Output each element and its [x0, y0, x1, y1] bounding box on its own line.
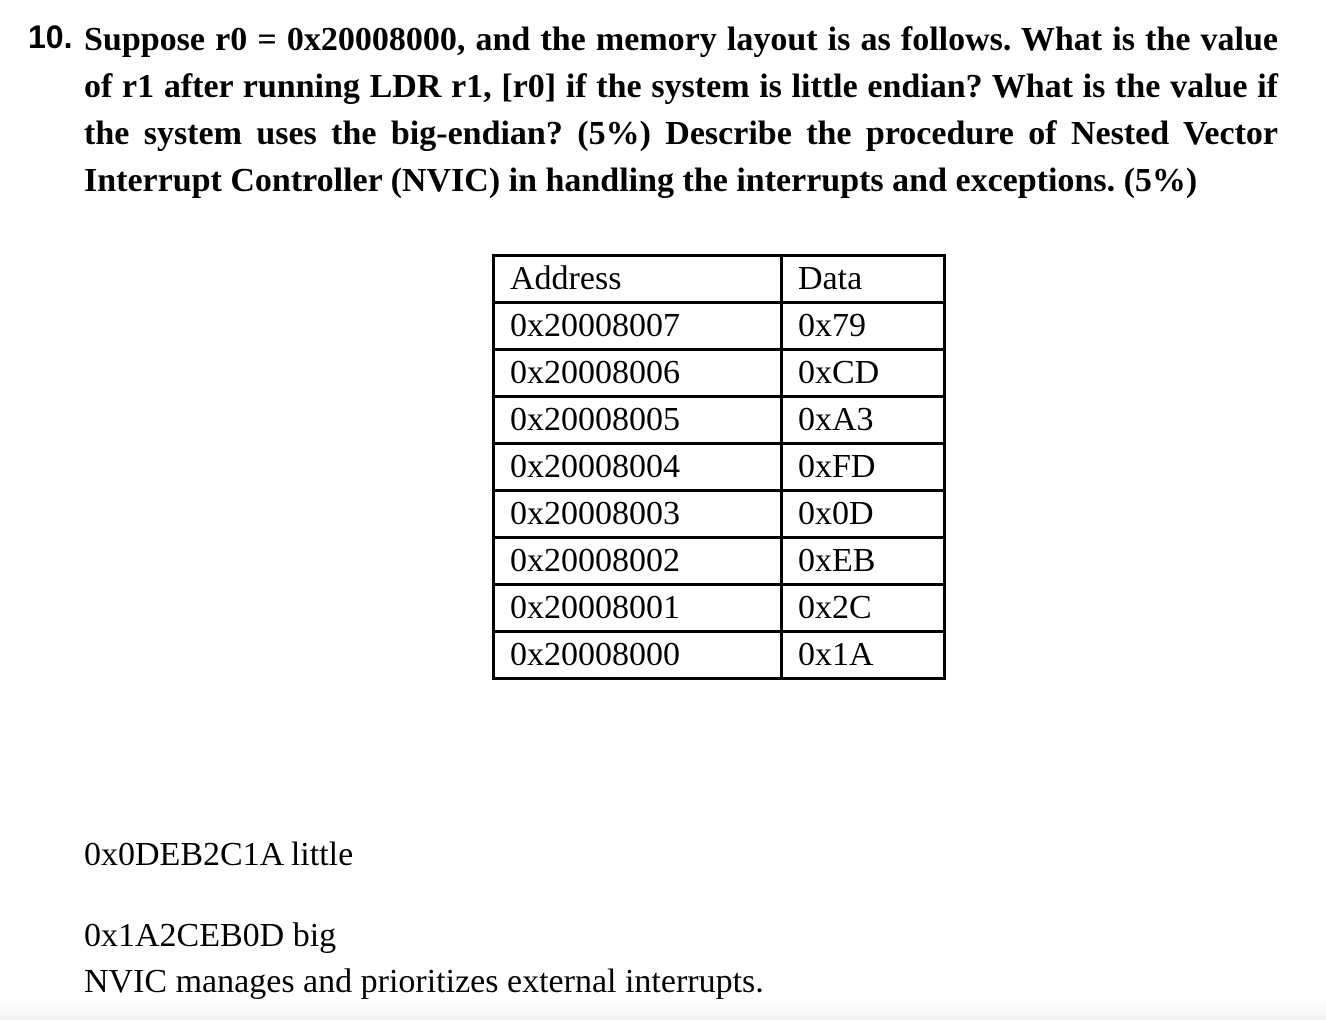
table-row [494, 303, 945, 350]
address-cell: 0x20008001 [494, 585, 782, 632]
table-row [494, 350, 945, 397]
table-row [494, 585, 945, 632]
nvic-answer: NVIC manages and prioritizes external interrupts. [84, 963, 764, 1000]
table-row [494, 444, 945, 491]
data-column-header: Data [782, 256, 945, 303]
data-cell: 0x1A [782, 632, 945, 679]
address-cell: 0x20008006 [494, 350, 782, 397]
address-cell: 0x20008003 [494, 491, 782, 538]
data-cell: 0x2C [782, 585, 945, 632]
table-row [494, 397, 945, 444]
little-endian-answer: 0x0DEB2C1A little [84, 836, 354, 873]
table-row [494, 632, 945, 679]
address-cell: 0x20008004 [494, 444, 782, 491]
bottom-shadow [0, 1000, 1326, 1020]
question-block [28, 16, 1278, 204]
table-header-row [494, 256, 945, 303]
address-cell: 0x20008007 [494, 303, 782, 350]
address-cell: 0x20008005 [494, 397, 782, 444]
memory-layout-table [492, 254, 946, 680]
data-cell: 0x0D [782, 491, 945, 538]
address-column-header: Address [494, 256, 782, 303]
data-cell: 0xEB [782, 538, 945, 585]
question-text: Suppose r0 = 0x20008000, and the memory layout is as follows. What is the value of r1 after running LDR r1, [r0] if the system is little endian? What is the value if the system uses the big-endian? (5%) Describe the procedure of Nested Vector Interrupt Controller (NVIC) in handling the interrupts and exceptions. (5%) [84, 21, 1278, 199]
big-endian-answer: 0x1A2CEB0D big [84, 917, 337, 954]
question-number: 10. [28, 19, 73, 55]
table-row [494, 491, 945, 538]
address-cell: 0x20008002 [494, 538, 782, 585]
data-cell: 0x79 [782, 303, 945, 350]
data-cell: 0xA3 [782, 397, 945, 444]
data-cell: 0xCD [782, 350, 945, 397]
data-cell: 0xFD [782, 444, 945, 491]
table-row [494, 538, 945, 585]
address-cell: 0x20008000 [494, 632, 782, 679]
